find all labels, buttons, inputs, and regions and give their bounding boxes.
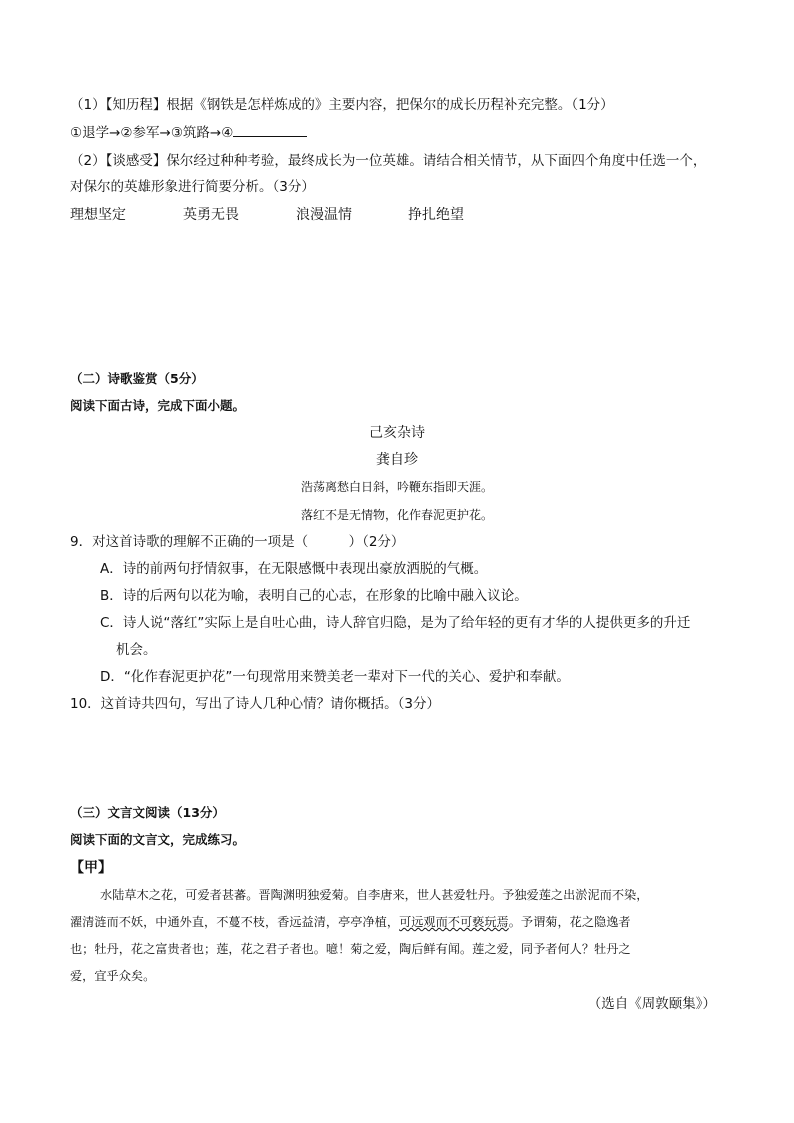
poem-line-2: 落红不是无情物，化作春泥更护花。 [300,508,493,522]
angle-option: 挣扎绝望 [408,207,464,223]
question-9: 9．对这首诗歌的理解不正确的一项是（ ）（2分） [70,534,405,550]
angle-option: 理想坚定 [70,207,126,223]
question-2-line1: （2）【谈感受】保尔经过种种考验，最终成长为一位英雄。请结合相关情节，从下面四个角度中任选一个， [70,153,707,169]
question-1: （1）【知历程】根据《钢铁是怎样炼成的》主要内容，把保尔的成长历程补充完整。（1分） [70,97,614,113]
option-b: B．诗的后两句以花为喻，表明自己的心志，在形象的比喻中融入议论。 [100,588,528,604]
option-c-line2: 机会。 [116,642,157,658]
poem-title: 己亥杂诗 [369,425,425,441]
section-2-heading: （二）诗歌鉴赏（5分） [70,371,204,386]
option-d: D．“化作春泥更护花”一句现常用来赞美老一辈对下一代的关心、爱护和奉献。 [100,669,570,685]
question-10: 10．这首诗共四句，写出了诗人几种心情？请你概括。（3分） [70,696,441,712]
angle-option: 英勇无畏 [183,207,239,223]
passage-label: 【甲】 [70,860,112,876]
passage-text: 。予谓菊，花之隐逸者 [508,915,631,929]
passage-line-3: 也；牡丹，花之富贵者也；莲，花之君子者也。噫！菊之爱，陶后鲜有闻。莲之爱，同予者何人？牡丹之 [70,942,631,956]
passage-line-2 [70,913,631,931]
wavy-underlined-phrase: 可远观而不可亵玩焉 [399,915,509,929]
passage-line-1: 水陆草木之花，可爱者甚蕃。晋陶渊明独爱菊。自李唐来，世人甚爱牡丹。予独爱莲之出淤泥而不染， [100,888,649,902]
poem-line-1: 浩荡离愁白日斜，吟鞭东指即天涯。 [300,480,493,494]
angle-option: 浪漫温情 [296,207,352,223]
growth-chain-text: ①退学→②参军→③筑路→④ [70,125,234,141]
section-3-heading: （三）文言文阅读（13分） [70,805,225,820]
section-2-instruction: 阅读下面古诗，完成下面小题。 [70,398,246,413]
passage-line-4: 爱，宜乎众矣。 [70,969,156,983]
poem-author: 龚自珍 [376,452,418,468]
option-a: A．诗的前两句抒情叙事，在无限感慨中表现出豪放洒脱的气概。 [100,561,488,577]
answer-blank[interactable] [233,123,307,137]
question-1-chain [70,123,307,142]
question-2-line2: 对保尔的英雄形象进行简要分析。（3分） [70,179,315,195]
passage-text: 濯清涟而不妖，中通外直，不蔓不枝，香远益清，亭亭净植， [70,915,400,929]
section-3-instruction: 阅读下面的文言文，完成练习。 [70,832,246,847]
option-c-line1: C．诗人说“落红”实际上是自吐心曲，诗人辞官归隐，是为了给年轻的更有才华的人提供更多的升迁 [100,615,691,631]
passage-source: （选自《周敦颐集》） [587,996,716,1012]
